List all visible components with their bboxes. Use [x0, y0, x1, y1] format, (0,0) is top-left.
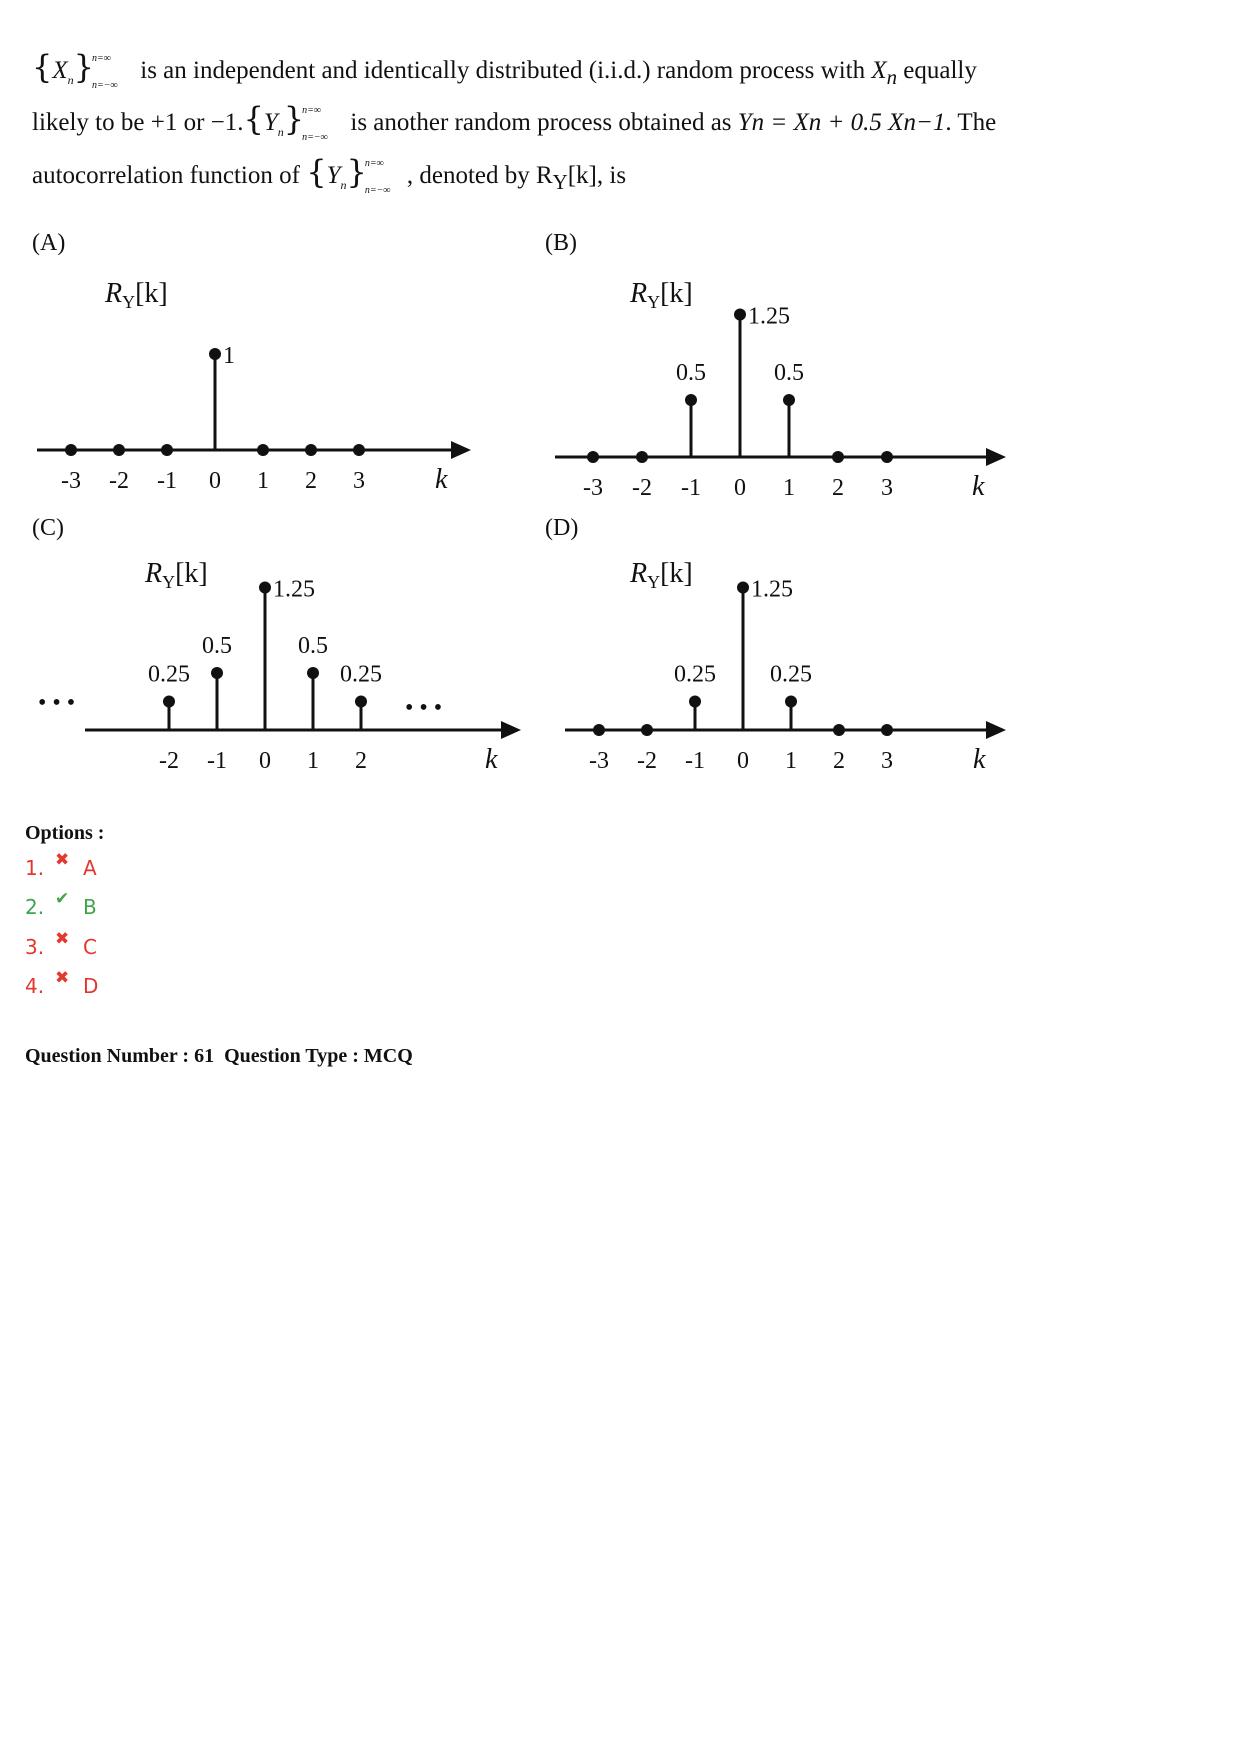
stem-point	[161, 444, 173, 456]
option-text: A	[83, 855, 97, 880]
tick-label: 0	[259, 748, 271, 774]
tick-label: 3	[881, 475, 893, 501]
option-label-c: (C)	[32, 515, 64, 541]
tick-label: -1	[157, 468, 177, 494]
stem-plot-b	[555, 265, 1015, 505]
data-label: 0.5	[676, 360, 706, 386]
tick-label: 3	[881, 748, 893, 774]
tick-label: 2	[305, 468, 317, 494]
tick-label: 1	[783, 475, 795, 501]
stem-plot-d	[555, 550, 1015, 790]
tick-label: -2	[632, 475, 652, 501]
stem-point	[65, 444, 77, 456]
option-number: 1.	[25, 855, 45, 880]
tick-label: 2	[355, 748, 367, 774]
stem-point	[209, 348, 221, 360]
option-text: B	[83, 894, 97, 919]
question-line-2: likely to be +1 or $-1.\{Y_n\}$ n=∞ n=−∞ is another random process obtained as Yn = Xn + 0.5 Xn−1. The	[32, 102, 996, 149]
x-axis-arrowhead	[986, 721, 1006, 739]
stem-point	[211, 667, 223, 679]
x-axis-arrowhead	[451, 441, 471, 459]
plot-title: $R_Y[k]$	[630, 278, 693, 312]
tick-label: 2	[832, 475, 844, 501]
plot-title: $R_Y[k]$	[105, 278, 168, 312]
wrong-cross-icon: ✖	[55, 967, 70, 988]
stem-point	[353, 444, 365, 456]
plot-title: $R_Y[k]$	[145, 558, 208, 592]
option-text: D	[83, 973, 99, 998]
data-label: 0.25	[148, 661, 190, 688]
data-label: 1.25	[748, 303, 790, 330]
stem-plot-c	[30, 550, 530, 790]
stem-point	[113, 444, 125, 456]
set-y-notation-2: $\{Y_n\}$ n=∞ n=−∞	[306, 153, 391, 196]
tick-label: 1	[257, 468, 269, 494]
stem-point	[593, 724, 605, 736]
stem-point	[785, 696, 797, 708]
option-number: 3.	[25, 934, 45, 959]
tick-label: -1	[681, 475, 701, 501]
tick-label: 2	[833, 748, 845, 774]
plot-title: $R_Y[k]$	[630, 558, 693, 592]
stem-point	[305, 444, 317, 456]
data-label: 0.5	[202, 633, 232, 659]
tick-label: -1	[207, 748, 227, 774]
option-number: 4.	[25, 973, 45, 998]
data-label: 1	[223, 343, 235, 369]
wrong-cross-icon: ✖	[55, 849, 70, 870]
data-label: 0.5	[298, 633, 328, 659]
tick-label: -3	[61, 468, 81, 494]
data-label: 0.25	[674, 661, 716, 688]
question-meta	[25, 1045, 413, 1068]
options-heading: Options :	[25, 822, 105, 844]
option-row-2[interactable]	[25, 888, 97, 919]
option-row-1[interactable]	[25, 849, 97, 880]
stem-plot-a	[30, 265, 480, 505]
x-axis-arrowhead	[501, 721, 521, 739]
axis-variable-label: k	[973, 744, 986, 775]
equation: Yn = Xn + 0.5 Xn−1	[737, 109, 946, 136]
stem-point	[259, 582, 271, 594]
tick-label: -3	[583, 475, 603, 501]
data-label: 0.25	[770, 661, 812, 688]
option-label-d: (D)	[545, 515, 579, 541]
data-label: 1.25	[273, 576, 315, 603]
tick-label: 1	[785, 748, 797, 774]
option-label-a: (A)	[32, 230, 66, 256]
tick-label: 0	[209, 468, 221, 494]
tick-label: 3	[353, 468, 365, 494]
stem-point	[257, 444, 269, 456]
correct-check-icon: ✔	[55, 888, 70, 909]
stem-point	[163, 696, 175, 708]
option-row-3[interactable]	[25, 928, 97, 959]
tick-label: 1	[307, 748, 319, 774]
x-axis-arrowhead	[986, 448, 1006, 466]
stem-point	[734, 309, 746, 321]
question-type: Question Type : MCQ	[224, 1045, 413, 1067]
tick-label: -3	[589, 748, 609, 774]
tick-label: 0	[737, 748, 749, 774]
stem-point	[737, 582, 749, 594]
data-label: 0.5	[774, 360, 804, 386]
stem-point	[685, 394, 697, 406]
tick-label: 0	[734, 475, 746, 501]
stem-point	[832, 451, 844, 463]
tick-label: -1	[685, 748, 705, 774]
axis-variable-label: k	[435, 464, 448, 495]
stem-point	[641, 724, 653, 736]
option-text: C	[83, 934, 97, 959]
tick-label: -2	[159, 748, 179, 774]
data-label: 1.25	[751, 576, 793, 603]
question-line-1: $\{X_n\}$ n=∞ n=−∞ is an independent and identically distributed (i.i.d.) random process with $X_n$ equally	[32, 50, 977, 97]
stem-point	[881, 451, 893, 463]
question-line-3: autocorrelation function of $\{Y_n\}$ n=∞ n=−∞ , denoted by $R_Y[k]$, is	[32, 155, 626, 202]
stem-point	[587, 451, 599, 463]
set-x-notation: $\{X_n\}$ n=∞ n=−∞	[32, 48, 118, 91]
stem-point	[689, 696, 701, 708]
ellipsis-left: • • •	[38, 690, 76, 716]
stem-point	[355, 696, 367, 708]
stem-point	[636, 451, 648, 463]
tick-label: -2	[637, 748, 657, 774]
wrong-cross-icon: ✖	[55, 928, 70, 949]
stem-point	[783, 394, 795, 406]
option-number: 2.	[25, 894, 45, 919]
option-row-4[interactable]	[25, 967, 99, 998]
tick-label: -2	[109, 468, 129, 494]
axis-variable-label: k	[972, 471, 985, 502]
stem-point	[833, 724, 845, 736]
set-y-notation: $\{Y_n\}$ n=∞ n=−∞	[243, 100, 328, 143]
data-label: 0.25	[340, 661, 382, 688]
stem-point	[881, 724, 893, 736]
question-number: Question Number : 61	[25, 1045, 215, 1067]
ellipsis-right: • • •	[405, 695, 443, 721]
stem-point	[307, 667, 319, 679]
option-label-b: (B)	[545, 230, 577, 256]
axis-variable-label: k	[485, 744, 498, 775]
